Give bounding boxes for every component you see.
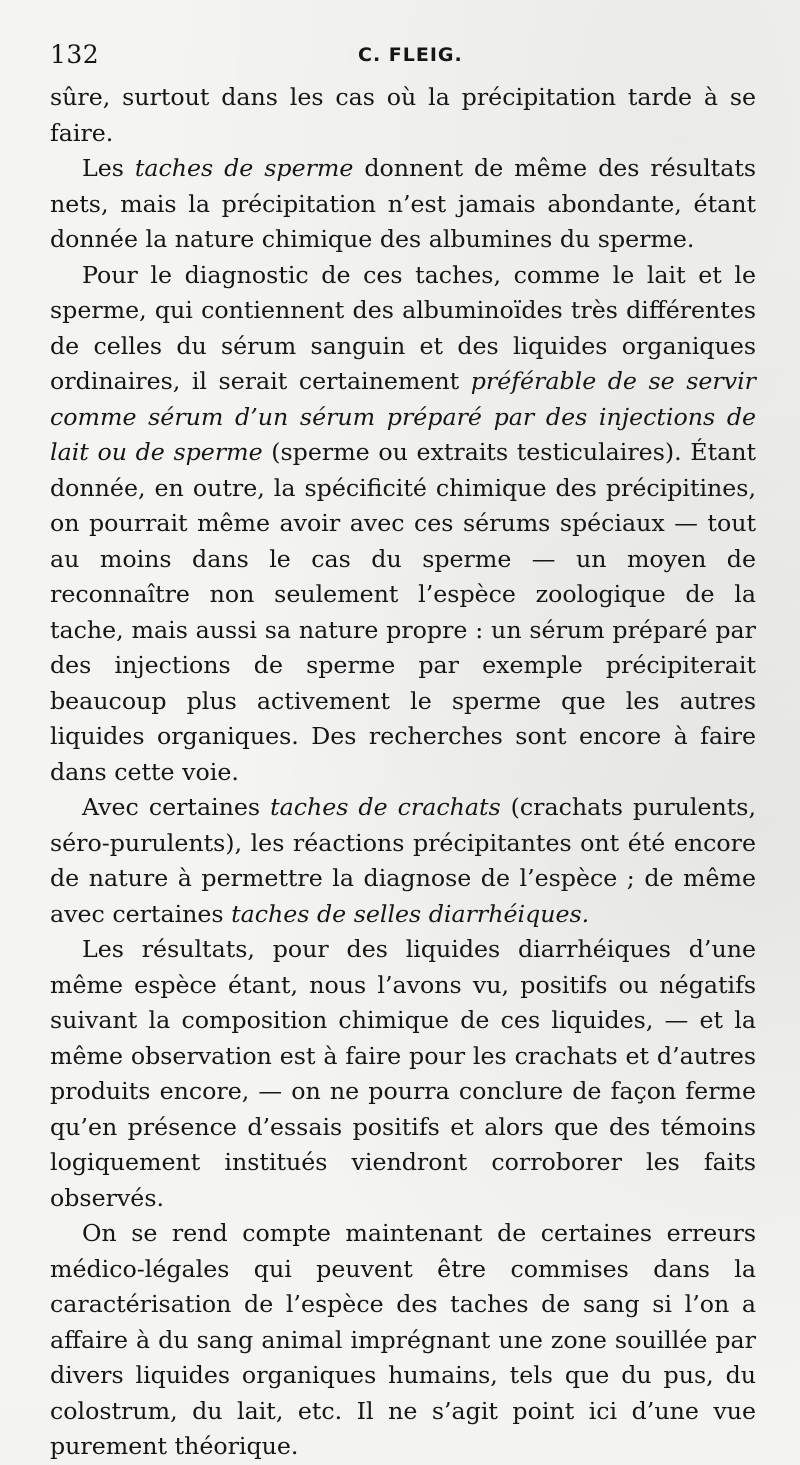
- running-head: C. FLEIG.: [358, 44, 463, 66]
- italic-text: taches de selles diarrhéiques.: [231, 899, 590, 928]
- text-segment: Les: [82, 154, 135, 182]
- paragraph: [50, 258, 756, 791]
- page-number: 132: [50, 40, 100, 69]
- text-segment: On se rend compte maintenant de certaines erreurs médico-légales qui peuvent être commises dans la caractérisation de l’espèce des taches de sang si l’on a affaire à du sang animal imprégnant une zone souillée par divers liquides organiques humains, tels que du pus, du colostrum, du lait, etc. Il ne s’agit point ici d’une vue purement théorique.: [50, 1219, 756, 1460]
- paragraph: [50, 80, 756, 151]
- paragraph: [50, 932, 756, 1216]
- text-segment: Avec certaines: [82, 793, 271, 821]
- italic-text: préférable de se servir comme sérum d’un sérum préparé par des injections de lait ou de sperme: [50, 367, 756, 466]
- text-segment: Les résultats, pour des liquides diarrhéiques d’une même espèce étant, nous l’avons vu, positifs ou négatifs suivant la composition chimique de ces liquides, — et la même observation est à faire pour les crachats et d’autres produits encore, — on ne pourra conclure de façon ferme qu’en présence d’essais positifs et alors que des témoins logiquement institués viendront corroborer les faits observés.: [50, 935, 756, 1212]
- italic-text: taches de crachats: [270, 793, 501, 821]
- paragraph: [50, 790, 756, 932]
- text-segment: donnent de même des résultats nets, mais la précipitation n’est jamais abondante, étant donnée la nature chimique des albumines du sperme.: [50, 154, 757, 253]
- paragraph: [50, 151, 756, 258]
- text-segment: (sperme ou extraits testiculaires). Étant donnée, en outre, la spécificité chimique des précipitines, on pourrait même avoir avec ces sérums spéciaux — tout au moins dans le cas du sperme — un moyen de reconnaître non seulement l’espèce zoologique de la tache, mais aussi sa nature propre : un sérum préparé par des injections de sperme par exemple précipiterait beaucoup plus activement le sperme que les autres liquides organiques. Des recherches sont encore à faire dans cette voie.: [50, 438, 756, 786]
- text-segment: sûre, surtout dans les cas où la précipitation tarde à se faire.: [50, 83, 756, 147]
- paragraph: [50, 1216, 756, 1465]
- text-segment: (crachats purulents, séro-purulents), les réactions précipitantes ont été encore de nature à permettre la diagnose de l’espèce ; de même avec certaines: [50, 793, 756, 928]
- italic-text: taches de sperme: [134, 154, 354, 182]
- text-segment: Pour le diagnostic de ces taches, comme le lait et le sperme, qui contiennent des albuminoïdes très différentes de celles du sérum sanguin et des liquides organiques ordinaires, il serait certainement: [50, 260, 756, 395]
- page-header: [46, 36, 754, 76]
- body-text: [50, 80, 756, 1465]
